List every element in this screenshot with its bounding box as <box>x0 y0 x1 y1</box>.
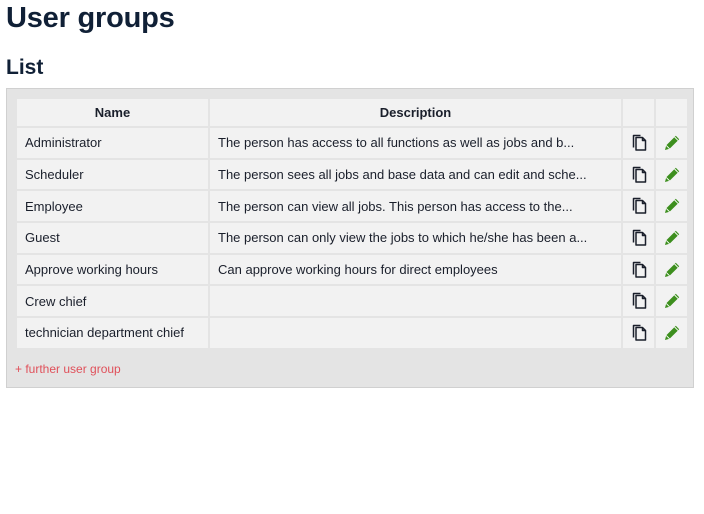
group-description-cell: The person can only view the jobs to which he/she has been a... <box>210 223 621 253</box>
table-row[interactable] <box>17 223 687 253</box>
group-name-cell: Scheduler <box>17 160 208 190</box>
copy-icon[interactable] <box>629 165 649 185</box>
copy-icon[interactable] <box>629 323 649 343</box>
group-name-cell: Guest <box>17 223 208 253</box>
copy-icon[interactable] <box>629 133 649 153</box>
table-row[interactable] <box>17 255 687 285</box>
pencil-icon[interactable] <box>662 323 682 343</box>
copy-icon[interactable] <box>629 196 649 216</box>
group-description-cell <box>210 286 621 316</box>
pencil-icon[interactable] <box>662 196 682 216</box>
group-description-cell: Can approve working hours for direct employees <box>210 255 621 285</box>
group-description-cell: The person sees all jobs and base data and can edit and sche... <box>210 160 621 190</box>
edit-cell <box>656 191 687 221</box>
user-groups-panel <box>6 88 694 388</box>
table-header-row <box>17 99 687 126</box>
user-groups-table <box>15 97 689 350</box>
edit-cell <box>656 286 687 316</box>
page-title: User groups <box>6 2 175 34</box>
copy-cell <box>623 318 654 348</box>
copy-cell <box>623 160 654 190</box>
table-row[interactable] <box>17 128 687 158</box>
group-description-cell: The person has access to all functions as well as jobs and b... <box>210 128 621 158</box>
add-user-group-link[interactable]: + further user group <box>15 362 121 376</box>
copy-cell <box>623 286 654 316</box>
column-header-description: Description <box>210 99 621 126</box>
table-row[interactable] <box>17 160 687 190</box>
pencil-icon[interactable] <box>662 228 682 248</box>
group-name-cell: Approve working hours <box>17 255 208 285</box>
pencil-icon[interactable] <box>662 165 682 185</box>
copy-icon[interactable] <box>629 260 649 280</box>
edit-cell <box>656 223 687 253</box>
table-row[interactable] <box>17 286 687 316</box>
edit-cell <box>656 160 687 190</box>
group-name-cell: Employee <box>17 191 208 221</box>
group-name-cell: Administrator <box>17 128 208 158</box>
edit-cell <box>656 128 687 158</box>
copy-cell <box>623 255 654 285</box>
edit-cell <box>656 318 687 348</box>
table-body <box>17 128 687 348</box>
copy-icon[interactable] <box>629 291 649 311</box>
column-header-name: Name <box>17 99 208 126</box>
edit-cell <box>656 255 687 285</box>
group-description-cell: The person can view all jobs. This person has access to the... <box>210 191 621 221</box>
column-header-copy <box>623 99 654 126</box>
table-row[interactable] <box>17 318 687 348</box>
table-row[interactable] <box>17 191 687 221</box>
copy-icon[interactable] <box>629 228 649 248</box>
section-title: List <box>6 56 44 79</box>
copy-cell <box>623 223 654 253</box>
column-header-edit <box>656 99 687 126</box>
pencil-icon[interactable] <box>662 291 682 311</box>
copy-cell <box>623 191 654 221</box>
group-name-cell: technician department chief <box>17 318 208 348</box>
group-description-cell <box>210 318 621 348</box>
copy-cell <box>623 128 654 158</box>
group-name-cell: Crew chief <box>17 286 208 316</box>
pencil-icon[interactable] <box>662 133 682 153</box>
pencil-icon[interactable] <box>662 260 682 280</box>
